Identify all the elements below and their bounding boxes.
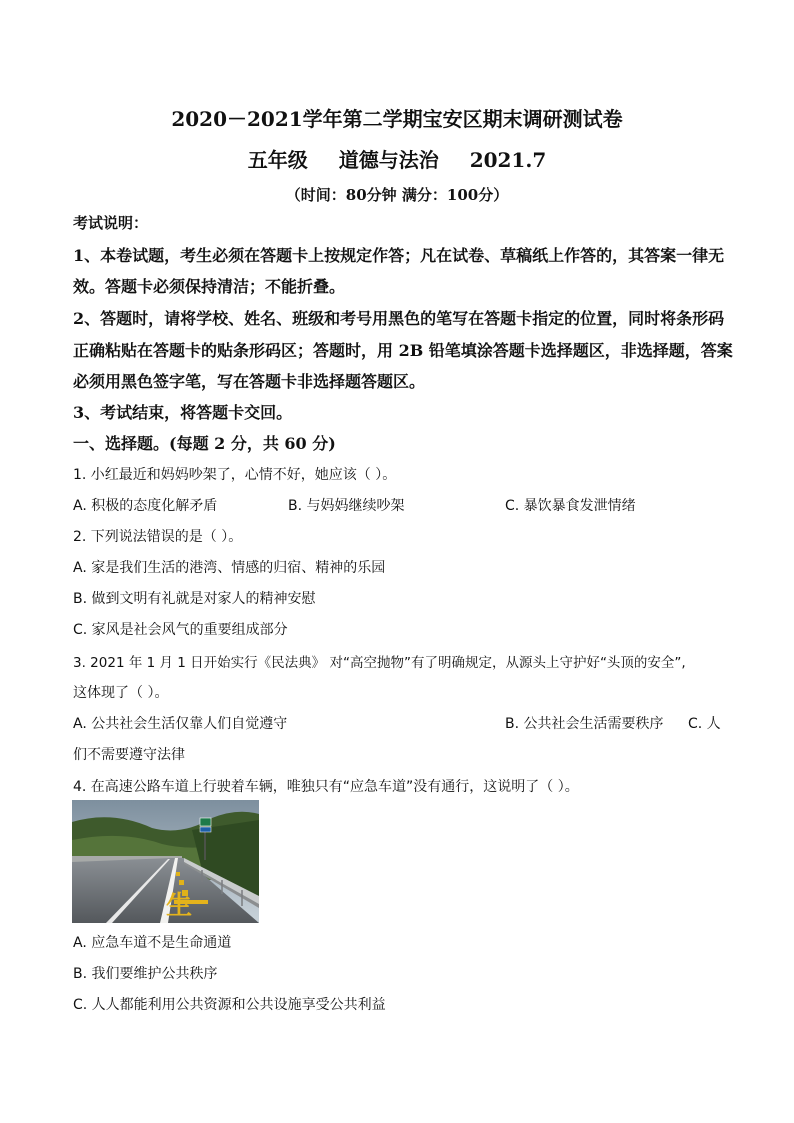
question-3-stem-line-1: 3. 2021 年 1 月 1 日开始实行《民法典》 对“高空抛物”有了明确规定，从源头上守护好“头顶的安全”, <box>73 655 686 671</box>
question-3-option-a: A. 公共社会生活仅靠人们自觉遵守 <box>73 716 288 732</box>
question-4-option-c: C. 人人都能利用公共资源和公共设施享受公共利益 <box>73 997 386 1013</box>
instruction-1-line-1: 1、本卷试题，考生必须在答题卡上按规定作答；凡在试卷、草稿纸上作答的，其答案一律无 <box>73 246 725 265</box>
question-2-option-a: A. 家是我们生活的港湾、情感的归宿、精神的乐园 <box>73 560 386 576</box>
instructions-heading: 考试说明： <box>73 214 149 232</box>
question-1-option-a: A. 积极的态度化解矛盾 <box>73 498 218 514</box>
question-2-stem: 2. 下列说法错误的是（ ）。 <box>73 529 243 545</box>
question-2-option-c: C. 家风是社会风气的重要组成部分 <box>73 622 288 638</box>
exam-subtitle <box>0 144 794 173</box>
exam-date: 2021.7 <box>469 148 547 172</box>
question-3-stem-line-2: 这体现了（ ）。 <box>73 685 169 701</box>
exam-time-info: （时间：80分钟 满分：100分） <box>285 186 509 204</box>
question-2-option-b: B. 做到文明有礼就是对家人的精神安慰 <box>73 591 316 607</box>
exam-title: 2020－2021学年第二学期宝安区期末调研测试卷 <box>171 107 623 131</box>
instruction-3: 3、考试结束，将答题卡交回。 <box>73 403 293 422</box>
road-marking-text: 生 <box>166 891 193 921</box>
instruction-1-line-2: 效。答题卡必须保持清洁；不能折叠。 <box>73 277 346 296</box>
question-3-option-b: B. 公共社会生活需要秩序 <box>505 716 664 732</box>
question-4-option-a: A. 应急车道不是生命通道 <box>73 935 232 951</box>
question-3-option-c-continued: 们不需要遵守法律 <box>73 747 185 763</box>
emergency-lane-photo <box>72 800 259 923</box>
instruction-2-line-1: 2、答题时，请将学校、姓名、班级和考号用黑色的笔写在答题卡指定的位置，同时将条形码 <box>73 309 725 328</box>
question-1-option-b: B. 与妈妈继续吵架 <box>288 498 405 514</box>
subject-label: 道德与法治 <box>338 148 439 172</box>
instruction-2-line-2: 正确粘贴在答题卡的贴条形码区；答题时，用 2B 铅笔填涂答题卡选择题区，非选择题，答案 <box>73 341 733 360</box>
instruction-2-line-3: 必须用黑色签字笔，写在答题卡非选择题答题区。 <box>73 372 426 391</box>
question-4-option-b: B. 我们要维护公共秩序 <box>73 966 218 982</box>
grade-label: 五年级 <box>247 148 308 172</box>
question-3-option-c: C. 人 <box>688 716 721 732</box>
question-1-stem: 1. 小红最近和妈妈吵架了，心情不好，她应该（ ）。 <box>73 467 397 483</box>
section-1-heading: 一、选择题。(每题 2 分，共 60 分) <box>73 434 336 453</box>
question-4-stem: 4. 在高速公路车道上行驶着车辆，唯独只有“应急车道”没有通行，这说明了（ ）。 <box>73 779 579 795</box>
question-1-option-c: C. 暴饮暴食发泄情绪 <box>505 498 636 514</box>
